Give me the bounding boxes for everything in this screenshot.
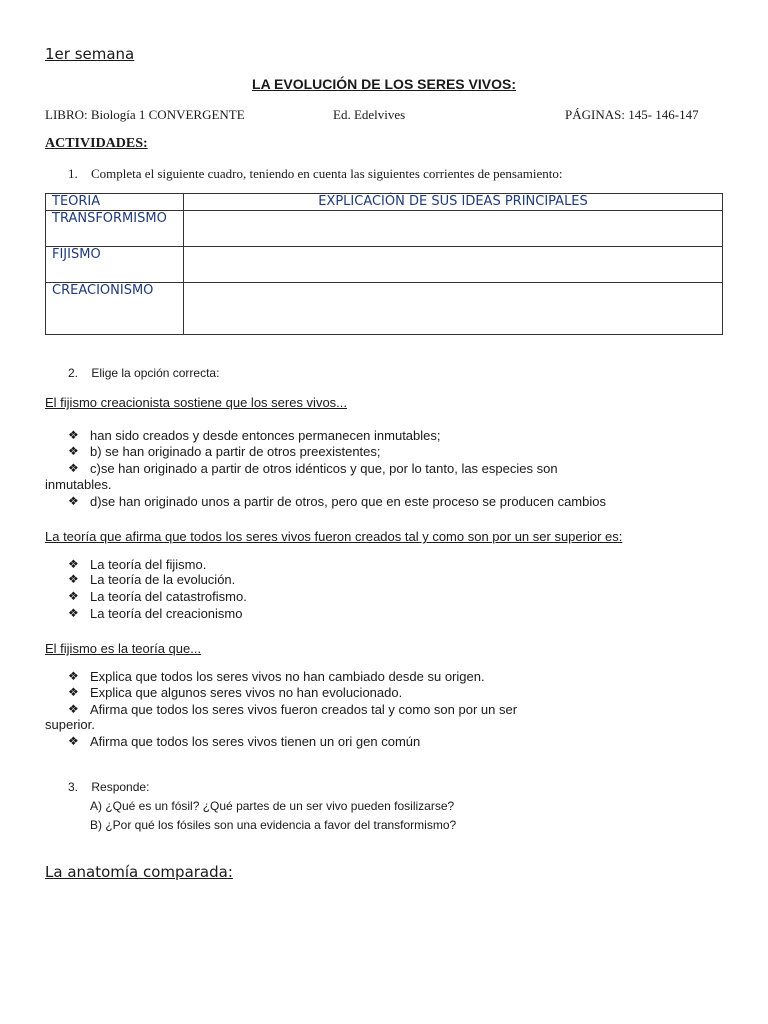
- option-item[interactable]: Afirma que todos los seres vivos tienen un ori gen común: [90, 734, 421, 749]
- table-row: [46, 283, 723, 335]
- option-item[interactable]: La teoría de la evolución.: [90, 572, 236, 587]
- table-header-cell: EXPLICACIÓN DE SUS IDEAS PRINCIPALES: [184, 194, 723, 211]
- diamond-bullet-icon: ❖: [68, 461, 79, 475]
- sub-question-a: A) ¿Qué es un fósil? ¿Qué partes de un ser vivo pueden fosilizarse?: [90, 799, 455, 813]
- question-number: 1.: [68, 166, 78, 181]
- diamond-bullet-icon: ❖: [68, 669, 79, 683]
- diamond-bullet-icon: ❖: [68, 428, 79, 442]
- option-item[interactable]: han sido creados y desde entonces permanecen inmutables;: [90, 428, 441, 443]
- question-number: 2.: [68, 366, 79, 380]
- option-item[interactable]: d)se han originado unos a partir de otros, pero que en este proceso se producen cambios: [90, 494, 606, 509]
- activities-heading: ACTIVIDADES:: [45, 136, 148, 151]
- table-row: [46, 247, 723, 283]
- editorial-label: Ed. Edelvives: [333, 107, 406, 122]
- sub-question-b: B) ¿Por qué los fósiles son una evidencia a favor del transformismo?: [90, 818, 457, 832]
- diamond-bullet-icon: ❖: [68, 606, 79, 620]
- theories-table: [45, 193, 723, 335]
- statement-3: El fijismo es la teoría que...: [45, 641, 202, 656]
- option-item[interactable]: c)se han originado a partir de otros idénticos y que, por lo tanto, las especies son: [90, 461, 558, 476]
- question-2: [68, 366, 219, 380]
- option-item[interactable]: Afirma que todos los seres vivos fueron creados tal y como son por un ser: [90, 702, 518, 717]
- book-label: LIBRO: Biología 1 CONVERGENTE: [45, 107, 245, 122]
- statement-2: La teoría que afirma que todos los seres vivos fueron creados tal y como son por un ser superior es:: [45, 529, 623, 544]
- option-item[interactable]: La teoría del catastrofismo.: [90, 589, 247, 604]
- table-header-row: [46, 194, 723, 211]
- table-header-cell: TEORIA: [46, 194, 184, 211]
- question-1: [68, 166, 562, 182]
- table-cell-answer[interactable]: [184, 211, 723, 247]
- option-item[interactable]: La teoría del creacionismo: [90, 606, 243, 621]
- diamond-bullet-icon: ❖: [68, 557, 79, 571]
- question-text: Elige la opción correcta:: [91, 366, 220, 380]
- pages-label: PÁGINAS: 145- 146-147: [565, 107, 699, 122]
- question-text: Completa el siguiente cuadro, teniendo en cuenta las siguientes corrientes de pensamiento:: [91, 166, 563, 181]
- diamond-bullet-icon: ❖: [68, 494, 79, 508]
- table-cell-theory: FIJISMO: [46, 247, 184, 283]
- question-number: 3.: [68, 780, 79, 794]
- option-continuation: inmutables.: [45, 477, 112, 492]
- option-item[interactable]: La teoría del fijismo.: [90, 557, 207, 572]
- table-cell-answer[interactable]: [184, 283, 723, 335]
- option-item[interactable]: Explica que algunos seres vivos no han evolucionado.: [90, 685, 403, 700]
- table-cell-theory: TRANSFORMISMO: [46, 211, 184, 247]
- table-row: [46, 211, 723, 247]
- diamond-bullet-icon: ❖: [68, 444, 79, 458]
- table-cell-theory: CREACIONISMO: [46, 283, 184, 335]
- option-item[interactable]: Explica que todos los seres vivos no han cambiado desde su origen.: [90, 669, 485, 684]
- option-item[interactable]: b) se han originado a partir de otros preexistentes;: [90, 444, 381, 459]
- question-3: [68, 780, 149, 794]
- section-title: La anatomía comparada:: [45, 863, 233, 881]
- diamond-bullet-icon: ❖: [68, 734, 79, 748]
- diamond-bullet-icon: ❖: [68, 589, 79, 603]
- option-continuation: superior.: [45, 717, 95, 732]
- statement-1: El fijismo creacionista sostiene que los seres vivos...: [45, 395, 348, 410]
- diamond-bullet-icon: ❖: [68, 572, 79, 586]
- week-label: 1er semana: [45, 45, 135, 63]
- document-title: LA EVOLUCIÓN DE LOS SERES VIVOS:: [252, 76, 516, 92]
- diamond-bullet-icon: ❖: [68, 702, 79, 716]
- diamond-bullet-icon: ❖: [68, 685, 79, 699]
- table-cell-answer[interactable]: [184, 247, 723, 283]
- question-text: Responde:: [91, 780, 150, 794]
